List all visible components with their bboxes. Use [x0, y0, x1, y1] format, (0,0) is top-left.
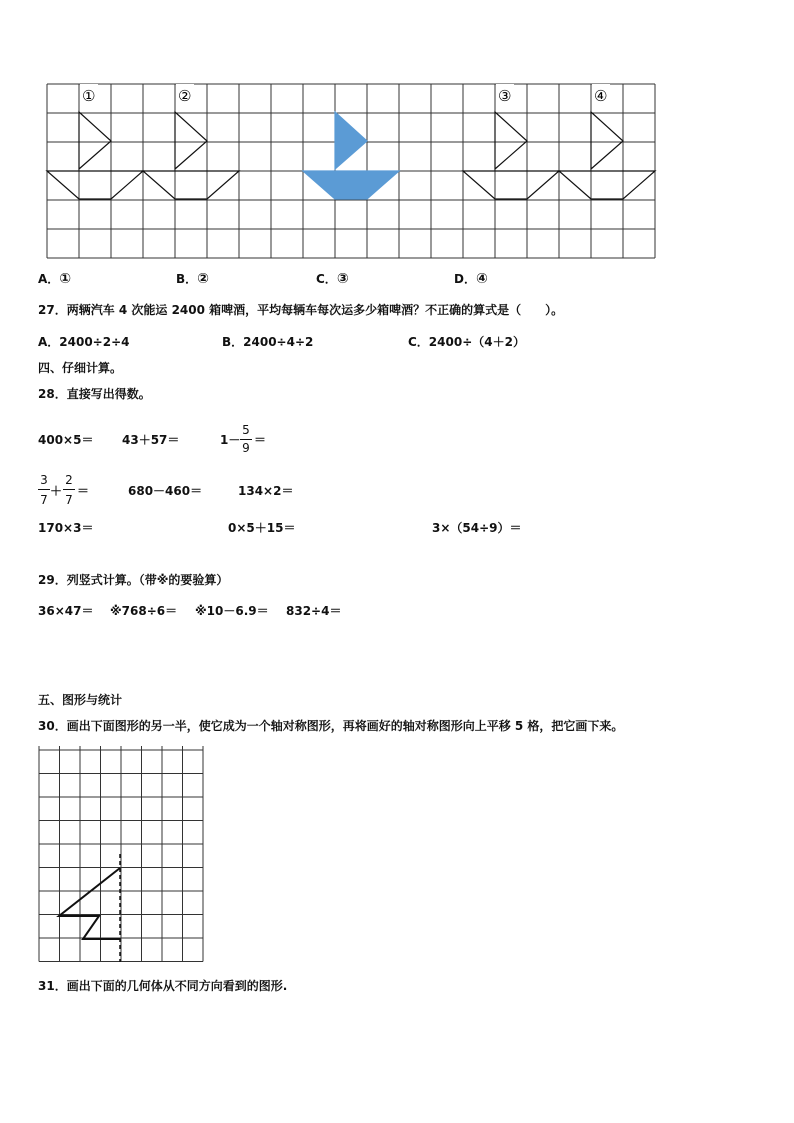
symmetry-grid-figure [34, 744, 212, 968]
q28-item-3-whole: 1－ [220, 433, 241, 447]
q27-option-b[interactable]: B．2400÷4÷2 [222, 335, 314, 349]
q27-question: 27．两辆汽车 4 次能运 2400 箱啤酒，平均每辆车每次运多少箱啤酒？不正确的算式是（ ）。 [38, 303, 564, 317]
q28-item-4-num2: 2 [65, 473, 73, 487]
q31-question: 31．画出下面的几何体从不同方向看到的图形. [38, 979, 288, 993]
q26-option-a-letter: A． [38, 272, 60, 286]
q28-item-3-numerator: 5 [242, 423, 250, 437]
q28-item-1: 400×5＝ [38, 433, 94, 447]
q28-item-4-bar2 [63, 489, 75, 490]
q28-item-4-den2: 7 [65, 493, 73, 507]
q28-item-2: 43＋57＝ [122, 433, 180, 447]
q26-option-d[interactable] [454, 272, 488, 286]
q28-item-3-denominator: 9 [242, 441, 250, 455]
q26-option-b-letter: B． [176, 272, 198, 286]
q28-item-3-fraction-bar [240, 439, 252, 440]
q26-option-a-mark: ① [59, 271, 72, 287]
boat-1-hull [47, 171, 143, 199]
boat-3-sail [335, 112, 367, 169]
q28-item-4-bar1 [38, 489, 50, 490]
q28-item-8: 0×5＋15＝ [228, 521, 296, 535]
boat-1-sail [79, 112, 111, 169]
boat-2-hull [143, 171, 239, 199]
q28-item-4-den1: 7 [40, 493, 48, 507]
q26-option-d-mark: ④ [475, 271, 488, 287]
q26-option-c-mark: ③ [336, 271, 349, 287]
half-figure [59, 868, 120, 939]
q27-option-c[interactable]: C．2400÷（4＋2） [408, 335, 525, 349]
section-4-heading: 四、仔细计算。 [38, 361, 123, 375]
q28-item-3-equals: ＝ [254, 433, 267, 447]
q26-option-b-mark: ② [197, 271, 210, 287]
circle-label-3: ③ [498, 87, 512, 105]
q29-item-3: ※10－6.9＝ [195, 604, 269, 618]
q28-item-4-plus: ＋ [50, 484, 63, 498]
q26-option-a[interactable] [38, 272, 71, 286]
q26-option-d-letter: D． [454, 272, 476, 286]
boat-4-hull [463, 171, 559, 199]
boat-5-sail [591, 112, 623, 169]
q26-option-c-letter: C． [316, 272, 337, 286]
q28-title: 28．直接写出得数。 [38, 387, 151, 401]
q29-item-2: ※768÷6＝ [110, 604, 178, 618]
q28-item-9: 3×（54÷9）＝ [432, 521, 522, 535]
q28-item-7: 170×3＝ [38, 521, 94, 535]
q26-option-b[interactable] [176, 272, 209, 286]
q29-title: 29．列竖式计算。（带※的要验算） [38, 573, 229, 587]
q26-option-c[interactable] [316, 272, 349, 286]
q29-item-1: 36×47＝ [38, 604, 94, 618]
q28-item-5: 680－460＝ [128, 484, 203, 498]
boat-4-sail [495, 112, 527, 169]
q28-item-4-num1: 3 [40, 473, 48, 487]
boat-5-hull [559, 171, 655, 199]
circle-label-1: ① [82, 87, 96, 105]
q29-item-4: 832÷4＝ [286, 604, 342, 618]
boat-3-hull [303, 171, 399, 199]
boat-grid-figure [40, 78, 660, 262]
circle-label-2: ② [178, 87, 192, 105]
q27-option-a[interactable]: A．2400÷2÷4 [38, 335, 130, 349]
circle-label-4: ④ [594, 87, 608, 105]
q30-question: 30．画出下面图形的另一半，使它成为一个轴对称图形，再将画好的轴对称图形向上平移 5 格，把它画下来。 [38, 719, 624, 733]
q28-item-6: 134×2＝ [238, 484, 294, 498]
section-5-heading: 五、图形与统计 [38, 693, 123, 707]
q28-item-4-equals: ＝ [77, 484, 90, 498]
boat-2-sail [175, 112, 207, 169]
